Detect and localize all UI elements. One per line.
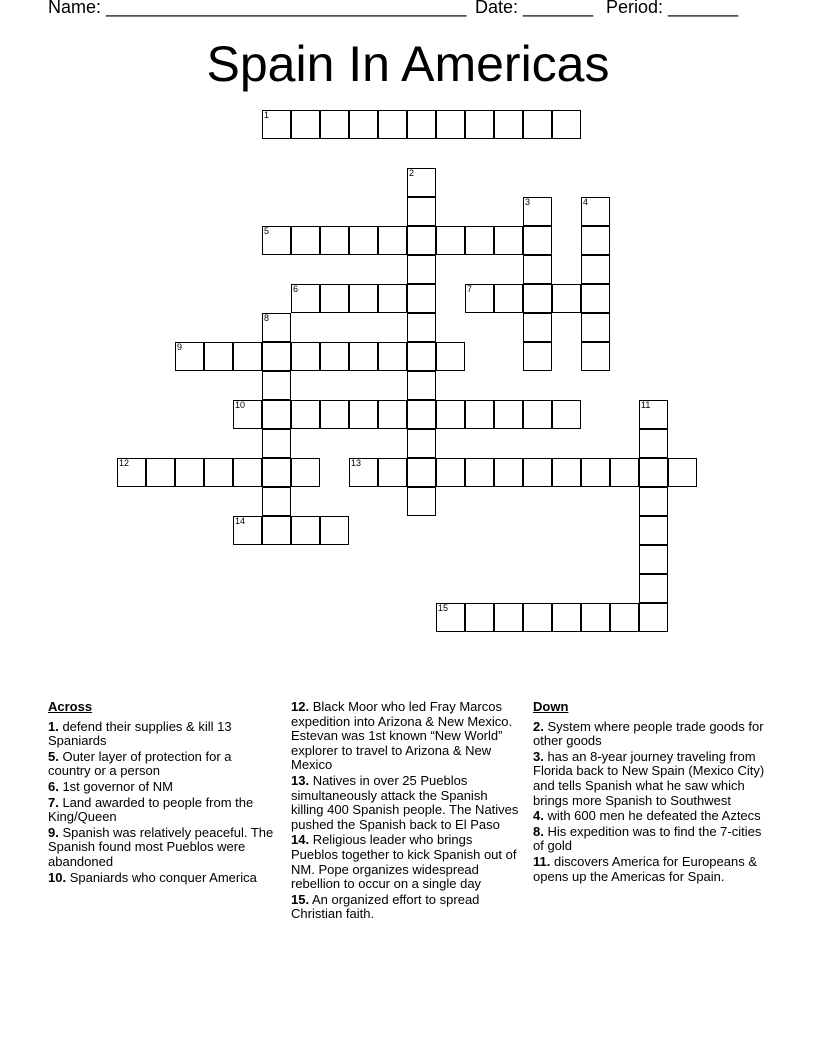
grid-cell[interactable] (262, 226, 291, 255)
grid-cell[interactable] (581, 284, 610, 313)
clue-text: Land awarded to people from the King/Queen (48, 794, 254, 825)
clue-text: System where people trade goods for other goods (533, 718, 764, 749)
grid-cell[interactable] (291, 342, 320, 371)
cell-number: 3 (525, 197, 531, 207)
grid-cell[interactable] (523, 255, 552, 284)
cell-number: 11 (641, 400, 651, 410)
grid-cell[interactable] (233, 400, 262, 429)
grid-cell[interactable] (320, 284, 349, 313)
cell-number: 12 (119, 458, 130, 468)
grid-cell[interactable] (465, 458, 494, 487)
down-heading: Down (533, 699, 569, 714)
grid-cell[interactable] (523, 313, 552, 342)
clue-text: Religious leader who brings Pueblos together to kick Spanish out of NM. Pope organizes widespread rebellion to occur on a single day (291, 832, 517, 892)
clue-number: 13. (291, 772, 310, 788)
grid-cell[interactable] (465, 400, 494, 429)
grid-cell[interactable] (349, 458, 378, 487)
grid-cell[interactable] (436, 400, 465, 429)
grid-cell[interactable] (668, 458, 697, 487)
grid-cell[interactable] (581, 255, 610, 284)
grid-cell[interactable] (552, 284, 581, 313)
grid-cell[interactable] (523, 110, 552, 139)
grid-cell[interactable] (436, 342, 465, 371)
clue-text: Spaniards who conquer America (66, 869, 257, 885)
grid-cell[interactable] (407, 284, 436, 313)
grid-cell[interactable] (639, 545, 668, 574)
grid-cell[interactable] (581, 603, 610, 632)
clue-text: An organized effort to spread Christian faith. (291, 891, 480, 922)
clue-item (48, 750, 276, 779)
grid-cell[interactable] (262, 110, 291, 139)
grid-cell[interactable] (378, 110, 407, 139)
cell-number: 2 (409, 168, 415, 178)
grid-cell[interactable] (262, 313, 291, 342)
grid-cell[interactable] (552, 400, 581, 429)
page-title: Spain In Americas (206, 36, 610, 92)
clue-number: 10. (48, 869, 67, 885)
clue-item (533, 750, 768, 808)
grid-cell[interactable] (233, 458, 262, 487)
cell-number: 4 (583, 197, 589, 207)
grid-cell[interactable] (262, 342, 291, 371)
grid-cell[interactable] (639, 487, 668, 516)
grid-cell[interactable] (262, 516, 291, 545)
clue-number: 4. (533, 808, 544, 824)
grid-cell[interactable] (407, 197, 436, 226)
grid-cell[interactable] (494, 603, 523, 632)
grid-cell[interactable] (349, 226, 378, 255)
clue-item (48, 720, 276, 749)
grid-cell[interactable] (204, 342, 233, 371)
grid-cell[interactable] (581, 313, 610, 342)
clue-number: 14. (291, 832, 310, 848)
name-field-label[interactable]: Name: ____________________________________ (48, 0, 467, 17)
clue-item (48, 796, 276, 825)
grid-cell[interactable] (581, 458, 610, 487)
grid-cell[interactable] (175, 458, 204, 487)
grid-cell[interactable] (552, 603, 581, 632)
grid-cell[interactable] (581, 342, 610, 371)
cell-number: 15 (438, 603, 449, 613)
grid-cell[interactable] (465, 226, 494, 255)
grid-cell[interactable] (291, 284, 320, 313)
clue-number: 2. (533, 718, 544, 734)
grid-cell[interactable] (494, 458, 523, 487)
grid-cell[interactable] (523, 342, 552, 371)
grid-cell[interactable] (291, 110, 320, 139)
grid-cell[interactable] (465, 110, 494, 139)
grid-cell[interactable] (262, 371, 291, 400)
clue-text: His expedition was to find the 7-cities of gold (533, 823, 762, 854)
grid-cell[interactable] (262, 487, 291, 516)
grid-cell[interactable] (378, 458, 407, 487)
grid-cell[interactable] (436, 603, 465, 632)
grid-cell[interactable] (407, 110, 436, 139)
grid-cell[interactable] (291, 516, 320, 545)
clue-item (291, 893, 519, 922)
clue-item (533, 720, 768, 749)
clue-item (533, 809, 768, 824)
grid-cell[interactable] (146, 458, 175, 487)
grid-cell[interactable] (378, 226, 407, 255)
grid-cell[interactable] (320, 226, 349, 255)
grid-cell[interactable] (581, 226, 610, 255)
clue-item (533, 855, 768, 884)
clue-text: Natives in over 25 Pueblos simultaneously attack the Spanish killing 400 Spanish people. The Natives pushed the Spanish back to El Paso (291, 772, 519, 832)
grid-cell[interactable] (378, 400, 407, 429)
clue-number: 11. (533, 853, 551, 869)
grid-cell[interactable] (494, 400, 523, 429)
grid-cell[interactable] (436, 226, 465, 255)
clue-number: 12. (291, 699, 310, 714)
grid-cell[interactable] (291, 400, 320, 429)
cell-number: 10 (235, 400, 246, 410)
grid-cell[interactable] (523, 603, 552, 632)
grid-cell[interactable] (407, 313, 436, 342)
cell-number: 5 (264, 226, 270, 236)
grid-cell[interactable] (349, 342, 378, 371)
grid-cell[interactable] (465, 284, 494, 313)
cell-number: 9 (177, 342, 183, 352)
grid-cell[interactable] (523, 400, 552, 429)
clue-item (48, 871, 276, 886)
period-field-label[interactable]: Period: _______ (606, 0, 739, 17)
clue-text: Outer layer of protection for a country or a person (48, 748, 232, 779)
clue-number: 8. (533, 823, 544, 839)
clue-number: 1. (48, 718, 59, 734)
cell-number: 6 (293, 284, 299, 294)
grid-cell[interactable] (581, 197, 610, 226)
grid-cell[interactable] (233, 516, 262, 545)
grid-cell[interactable] (407, 255, 436, 284)
clue-text: 1st governor of NM (58, 778, 173, 794)
clue-number: 7. (48, 794, 59, 810)
clue-item (48, 826, 276, 870)
grid-cell[interactable] (494, 110, 523, 139)
clue-text: defend their supplies & kill 13 Spaniards (48, 718, 232, 749)
grid-cell[interactable] (639, 458, 668, 487)
grid-cell[interactable] (204, 458, 233, 487)
grid-cell[interactable] (523, 197, 552, 226)
grid-cell[interactable] (407, 487, 436, 516)
clue-text: has an 8-year journey traveling from Florida back to New Spain (Mexico City) and tells Spanish what he saw which brings more Spanish to Southwest (533, 748, 765, 808)
grid-cell[interactable] (262, 429, 291, 458)
grid-cell[interactable] (465, 603, 494, 632)
across-clues-column-2 (291, 700, 519, 923)
clue-item (533, 825, 768, 854)
grid-cell[interactable] (523, 226, 552, 255)
grid-cell[interactable] (117, 458, 146, 487)
grid-cell[interactable] (407, 400, 436, 429)
down-clues-column (533, 700, 768, 885)
grid-cell[interactable] (175, 342, 204, 371)
across-heading: Across (48, 699, 93, 714)
grid-cell[interactable] (639, 603, 668, 632)
grid-cell[interactable] (407, 371, 436, 400)
cell-number: 13 (351, 458, 362, 468)
grid-cell[interactable] (349, 400, 378, 429)
clue-item (291, 774, 519, 832)
grid-cell[interactable] (233, 342, 262, 371)
grid-cell[interactable] (639, 400, 668, 429)
grid-cell[interactable] (407, 429, 436, 458)
clue-text: Spanish was relatively peaceful. The Spanish found most Pueblos were abandoned (48, 824, 274, 869)
grid-cell[interactable] (349, 284, 378, 313)
grid-cell[interactable] (320, 342, 349, 371)
grid-cell[interactable] (320, 516, 349, 545)
grid-cell[interactable] (494, 284, 523, 313)
clue-number: 9. (48, 824, 59, 840)
grid-cell[interactable] (436, 110, 465, 139)
grid-cell[interactable] (494, 226, 523, 255)
clue-text: Black Moor who led Fray Marcos expedition into Arizona & New Mexico. Estevan was 1st known “New World” explorer to travel to Arizona & New Mexico (291, 699, 513, 773)
grid-cell[interactable] (639, 429, 668, 458)
grid-cell[interactable] (407, 168, 436, 197)
grid-cell[interactable] (552, 110, 581, 139)
clue-text: discovers America for Europeans & opens up the Americas for Spain. (533, 853, 758, 884)
grid-cell[interactable] (262, 458, 291, 487)
grid-cell[interactable] (262, 400, 291, 429)
grid-cell[interactable] (291, 458, 320, 487)
grid-cell[interactable] (639, 574, 668, 603)
grid-cell[interactable] (610, 603, 639, 632)
clue-number: 3. (533, 748, 544, 764)
grid-cell[interactable] (320, 400, 349, 429)
cell-number: 7 (467, 284, 473, 294)
grid-cell[interactable] (407, 342, 436, 371)
clue-item (291, 833, 519, 891)
clue-number: 5. (48, 748, 59, 764)
date-field-label[interactable]: Date: _______ (475, 0, 594, 17)
clue-item (291, 700, 519, 773)
grid-cell[interactable] (639, 516, 668, 545)
clue-number: 15. (291, 891, 310, 907)
grid-cell[interactable] (320, 110, 349, 139)
cell-number: 8 (264, 313, 270, 323)
grid-cell[interactable] (436, 458, 465, 487)
cell-number: 14 (235, 516, 246, 526)
grid-cell[interactable] (523, 458, 552, 487)
grid-cell[interactable] (523, 284, 552, 313)
across-clues-column-1 (48, 700, 276, 886)
grid-cell[interactable] (407, 226, 436, 255)
grid-cell[interactable] (407, 458, 436, 487)
cell-number: 1 (264, 110, 270, 120)
clue-number: 6. (48, 778, 59, 794)
clue-item (48, 780, 276, 795)
grid-cell[interactable] (552, 458, 581, 487)
grid-cell[interactable] (378, 342, 407, 371)
grid-cell[interactable] (349, 110, 378, 139)
grid-cell[interactable] (378, 284, 407, 313)
clue-text: with 600 men he defeated the Aztecs (543, 808, 761, 824)
grid-cell[interactable] (291, 226, 320, 255)
grid-cell[interactable] (610, 458, 639, 487)
